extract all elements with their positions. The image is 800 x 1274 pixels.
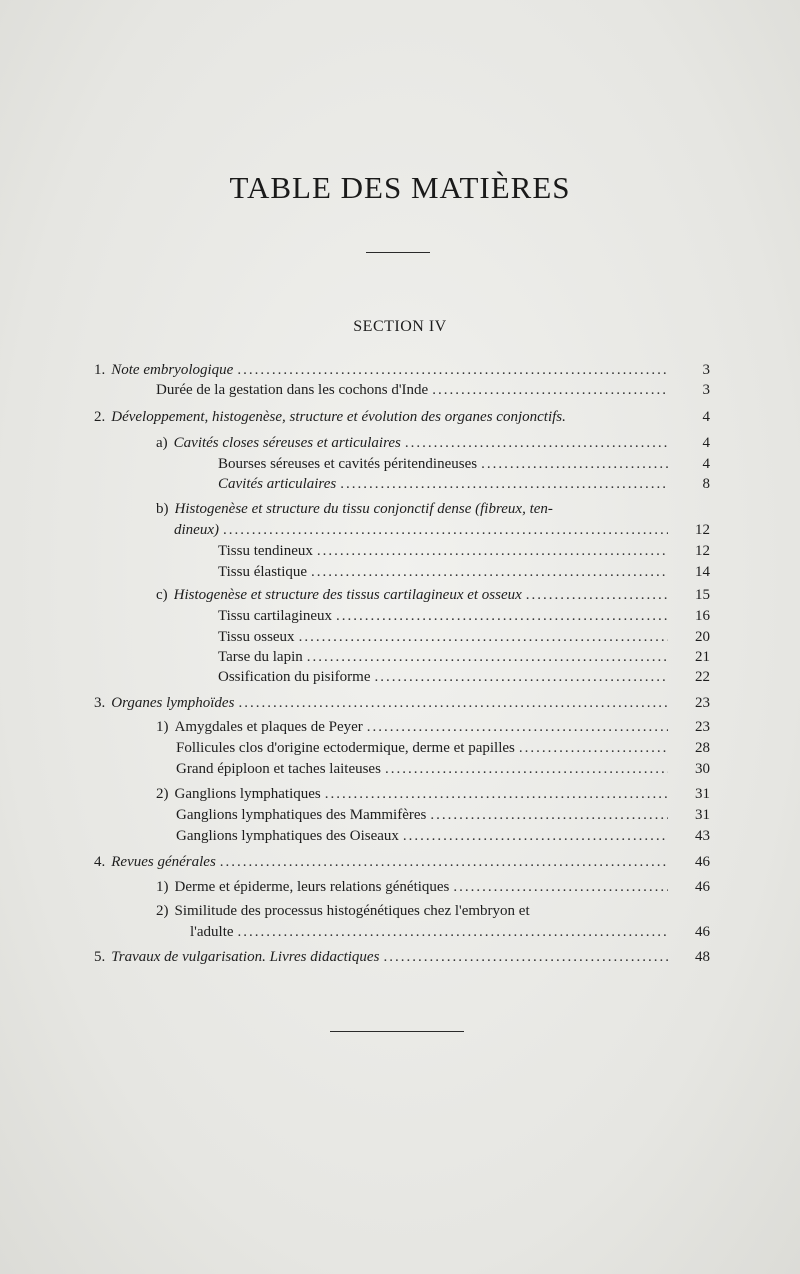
- toc-entry-title: Derme et épiderme, leurs relations génétiques: [174, 879, 450, 895]
- toc-entry: [156, 900, 672, 922]
- toc-entry-title: Note embryologique: [111, 362, 234, 378]
- dot-leader: [220, 851, 668, 873]
- toc-entry: [218, 646, 672, 668]
- dot-leader: [385, 758, 668, 780]
- toc-entry: [218, 626, 672, 648]
- toc-entry: [176, 825, 672, 847]
- dot-leader: [405, 432, 668, 454]
- toc-entry-title: Cavités articulaires: [218, 476, 337, 492]
- toc-entry-number: c): [156, 587, 168, 603]
- toc-entry: [218, 666, 672, 688]
- dot-leader: [367, 716, 668, 738]
- dot-leader: [383, 946, 668, 968]
- toc-page-number: 20: [695, 629, 710, 645]
- toc-page-number: 4: [702, 409, 710, 425]
- toc-entry-number: 1.: [94, 362, 106, 378]
- toc-entry-title: Tarse du lapin: [218, 649, 303, 665]
- toc-entry-title: Travaux de vulgarisation. Livres didactiques: [111, 949, 380, 965]
- toc-entry-number: a): [156, 435, 168, 451]
- section-heading: SECTION IV: [353, 318, 447, 335]
- toc-page-number: 46: [695, 879, 710, 895]
- dot-leader: [317, 540, 668, 562]
- toc-entry: [156, 498, 672, 520]
- toc-entry-title: l'adulte: [190, 924, 234, 940]
- toc-entry-number: b): [156, 501, 169, 517]
- dot-leader: [237, 359, 668, 381]
- toc-page-number: 3: [702, 362, 710, 378]
- toc-entry-title: Tissu élastique: [218, 564, 308, 580]
- toc-entry-title: Follicules clos d'origine ectodermique, derme et papilles: [176, 740, 515, 756]
- dot-leader: [453, 876, 668, 898]
- toc-entry: [156, 783, 672, 805]
- toc-entry-number: 4.: [94, 854, 106, 870]
- dot-leader: [519, 737, 668, 759]
- toc-page-number: 3: [702, 382, 710, 398]
- toc-page-number: 43: [695, 828, 710, 844]
- toc-page-number: 23: [695, 695, 710, 711]
- dot-leader: [336, 605, 668, 627]
- toc-page-number: 28: [695, 740, 710, 756]
- toc-entry-title: Tissu tendineux: [218, 543, 313, 559]
- toc-entry-title: Bourses séreuses et cavités péritendineuses: [218, 456, 478, 472]
- toc-entry-number: 5.: [94, 949, 106, 965]
- toc-page-number: 12: [695, 522, 710, 538]
- dot-leader: [299, 626, 668, 648]
- dot-leader: [526, 584, 668, 606]
- toc-entry: [94, 406, 672, 428]
- toc-entry-number: 2.: [94, 409, 106, 425]
- dot-leader: [307, 646, 668, 668]
- toc-entry: [94, 359, 672, 381]
- dot-leader: [430, 804, 668, 826]
- toc-entry: [94, 851, 672, 873]
- toc-page-number: 14: [695, 564, 710, 580]
- dot-leader: [238, 921, 668, 943]
- toc-entry-number: 2): [156, 903, 169, 919]
- toc-entry-title: Organes lymphoïdes: [111, 695, 235, 711]
- toc-page-number: 22: [695, 669, 710, 685]
- toc-entry-title: Durée de la gestation dans les cochons d'Inde: [156, 382, 429, 398]
- toc-entry: [156, 876, 672, 898]
- toc-entry: [218, 561, 672, 583]
- toc-entry-title: Ganglions lymphatiques des Mammifères: [176, 807, 427, 823]
- toc-entry: [156, 716, 672, 738]
- toc-entry-number: 1): [156, 879, 169, 895]
- toc-entry: [176, 758, 672, 780]
- toc-entry: [174, 519, 672, 541]
- toc-entry-title: Amygdales et plaques de Peyer: [174, 719, 363, 735]
- toc-entry-number: 3.: [94, 695, 106, 711]
- toc-entry: [176, 804, 672, 826]
- toc-page-number: 12: [695, 543, 710, 559]
- toc-entry-title: Tissu osseux: [218, 629, 295, 645]
- toc-entry-title: dineux): [174, 522, 219, 538]
- dot-leader: [311, 561, 668, 583]
- toc-entry-title: Ganglions lymphatiques: [174, 786, 321, 802]
- toc-entry: [94, 946, 672, 968]
- toc-entry: [156, 584, 672, 606]
- page-title: TABLE DES MATIÈRES: [229, 170, 571, 205]
- toc-entry: [218, 453, 672, 475]
- toc-entry-number: 1): [156, 719, 169, 735]
- toc-entry: [156, 379, 672, 401]
- dot-leader: [374, 666, 668, 688]
- toc-page-number: 46: [695, 924, 710, 940]
- toc-entry-title: Tissu cartilagineux: [218, 608, 333, 624]
- toc-entry-title: Ossification du pisiforme: [218, 669, 371, 685]
- toc-page-number: 21: [695, 649, 710, 665]
- toc-entry-title: Similitude des processus histogénétiques chez l'embryon et: [174, 903, 530, 919]
- toc-page-number: 31: [695, 786, 710, 802]
- toc-page-number: 30: [695, 761, 710, 777]
- toc-page-number: 46: [695, 854, 710, 870]
- dot-leader: [432, 379, 668, 401]
- toc-entry: [176, 737, 672, 759]
- toc-entry: [190, 921, 672, 943]
- toc-entry: [218, 473, 672, 495]
- dot-leader: [325, 783, 668, 805]
- closing-rule: [330, 1031, 464, 1032]
- toc-entry-title: Revues générales: [111, 854, 216, 870]
- toc-entry-title: Développement, histogenèse, structure et évolution des organes conjonctifs.: [111, 409, 566, 425]
- toc-entry: [218, 540, 672, 562]
- toc-entry-title: Histogenèse et structure des tissus cartilagineux et osseux: [173, 587, 522, 603]
- toc-page-number: 16: [695, 608, 710, 624]
- toc-page-number: 48: [695, 949, 710, 965]
- toc-page-number: 4: [702, 435, 710, 451]
- toc-entry: [218, 605, 672, 627]
- toc-page-number: 31: [695, 807, 710, 823]
- dot-leader: [238, 692, 668, 714]
- toc-entry-title: Ganglions lymphatiques des Oiseaux: [176, 828, 399, 844]
- toc-entry: [156, 432, 672, 454]
- toc-entry-title: Cavités closes séreuses et articulaires: [173, 435, 401, 451]
- dot-leader: [340, 473, 668, 495]
- dot-leader: [223, 519, 668, 541]
- toc-page-number: 8: [702, 476, 710, 492]
- dot-leader: [481, 453, 668, 475]
- dot-leader: [403, 825, 668, 847]
- toc-page-number: 15: [695, 587, 710, 603]
- toc-entry-number: 2): [156, 786, 169, 802]
- toc-entry: [94, 692, 672, 714]
- toc-page-number: 23: [695, 719, 710, 735]
- toc-entry-title: Grand épiploon et taches laiteuses: [176, 761, 381, 777]
- toc-page-number: 4: [702, 456, 710, 472]
- toc-entry-title: Histogenèse et structure du tissu conjonctif dense (fibreux, ten-: [174, 501, 553, 517]
